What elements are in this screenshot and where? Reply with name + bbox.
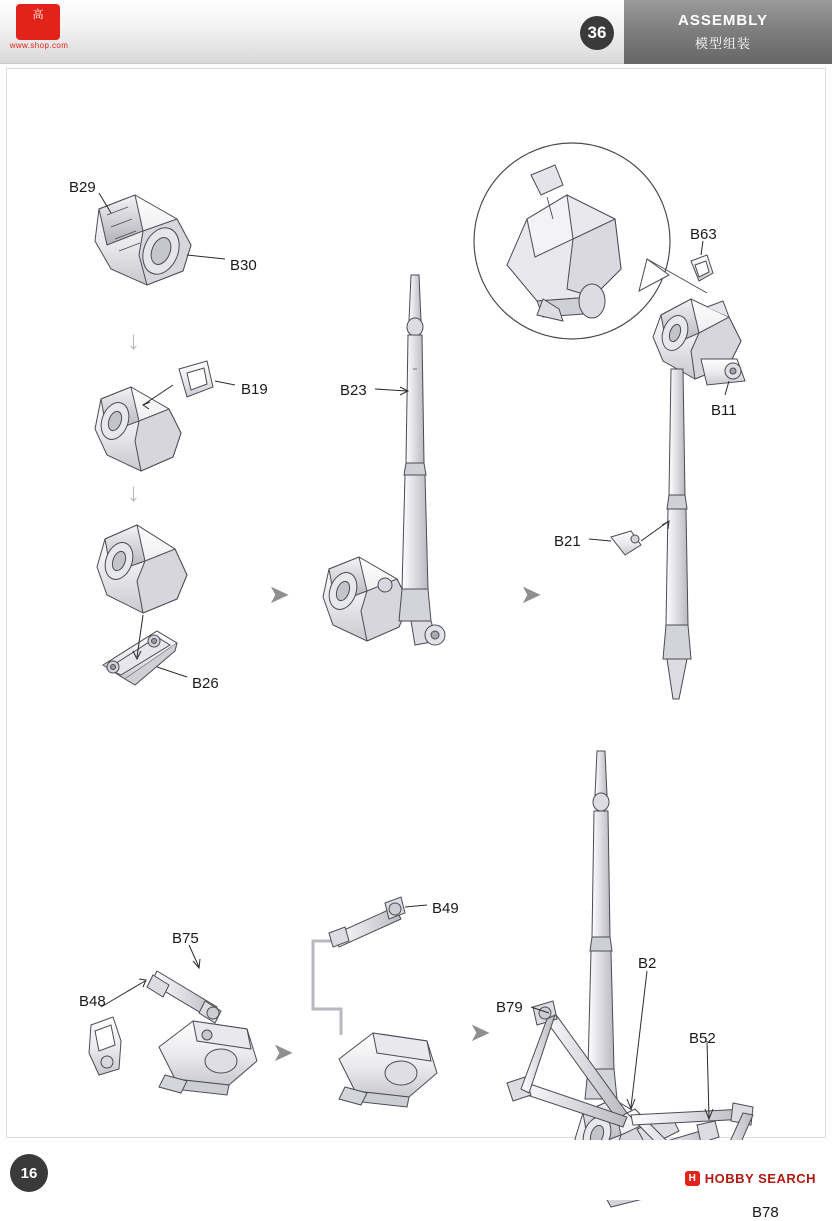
- page-header: [0, 0, 832, 64]
- part-label: B63: [690, 226, 717, 243]
- header-dark-panel: [624, 0, 832, 64]
- part-label: B49: [432, 900, 459, 917]
- flow-arrow-right-icon: ➤: [268, 579, 290, 609]
- flow-arrow-right-icon: ➤: [469, 1017, 491, 1047]
- part-label: B75: [172, 930, 199, 947]
- flow-arrow-right-icon: ➤: [520, 579, 542, 609]
- flow-arrow-down-icon: ↓: [127, 325, 140, 355]
- part-label: B19: [241, 381, 268, 398]
- page-number-badge: 16: [10, 1154, 48, 1192]
- part-label: B48: [79, 993, 106, 1010]
- watermark-logo: [6, 4, 72, 52]
- part-label: B79: [496, 999, 523, 1016]
- part-label: B21: [554, 533, 581, 550]
- flow-arrow-down-icon: ↓: [127, 477, 140, 507]
- logo-mark: 高: [16, 4, 60, 40]
- part-label: B2: [638, 955, 657, 972]
- page-footer: [0, 1140, 832, 1200]
- part-label: B29: [69, 179, 96, 196]
- part-label: B23: [340, 382, 367, 399]
- logo-caption: www.shop.com: [9, 41, 69, 50]
- step-number-badge: 36: [580, 16, 614, 50]
- part-label: B30: [230, 257, 257, 274]
- brand-name: HOBBY SEARCH: [704, 1171, 816, 1186]
- header-title-cn: 模型组装: [694, 36, 751, 51]
- part-label: B52: [689, 1030, 716, 1047]
- brand-logo: [685, 1171, 816, 1186]
- part-label: B11: [711, 402, 737, 419]
- brand-mark-icon: H: [685, 1171, 700, 1186]
- flow-arrow-right-icon: ➤: [272, 1037, 294, 1067]
- part-label: B78: [752, 1204, 779, 1221]
- header-title-en: ASSEMBLY: [678, 12, 768, 29]
- part-label: B26: [192, 675, 219, 692]
